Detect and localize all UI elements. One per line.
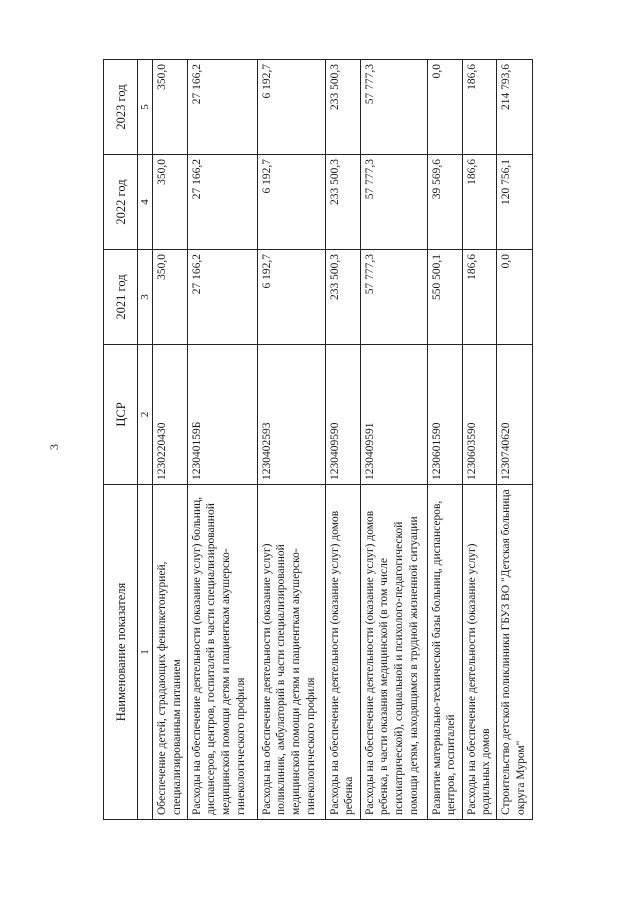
row-code: 1230402593 bbox=[257, 345, 325, 485]
row-2022: 39 569,6 bbox=[427, 155, 462, 250]
row-2021: 57 777,3 bbox=[360, 250, 427, 345]
row-name: Развитие материально-технической базы больниц, диспансеров, центров, госпиталей bbox=[427, 485, 462, 820]
index-3: 3 bbox=[138, 250, 153, 345]
row-name: Строительство детской поликлиники ГБУЗ ВО "Детская больница округа Муром" bbox=[496, 485, 532, 820]
row-2022: 120 756,1 bbox=[496, 155, 532, 250]
table-row bbox=[496, 60, 532, 820]
row-2021: 550 500,1 bbox=[427, 250, 462, 345]
table-row bbox=[187, 60, 257, 820]
row-2021: 350,0 bbox=[153, 250, 187, 345]
row-2023: 27 166,2 bbox=[187, 60, 257, 155]
header-code: ЦСР bbox=[104, 345, 138, 485]
page-number: 3 bbox=[47, 444, 61, 450]
table-row bbox=[462, 60, 496, 820]
row-2023: 0,0 bbox=[427, 60, 462, 155]
row-2022: 186,6 bbox=[462, 155, 496, 250]
row-name: Обеспечение детей, страдающих фенилкетонурией, специализированным питанием bbox=[153, 485, 187, 820]
header-2022: 2022 год bbox=[104, 155, 138, 250]
header-2021: 2021 год bbox=[104, 250, 138, 345]
row-2022: 350,0 bbox=[153, 155, 187, 250]
row-2022: 57 777,3 bbox=[360, 155, 427, 250]
index-1: 1 bbox=[138, 485, 153, 820]
row-name: Расходы на обеспечение деятельности (оказание услуг) родильных домов bbox=[462, 485, 496, 820]
row-code: 123040159Б bbox=[187, 345, 257, 485]
column-index-row bbox=[138, 60, 153, 820]
index-4: 4 bbox=[138, 155, 153, 250]
header-name: Наименование показателя bbox=[104, 485, 138, 820]
row-2021: 0,0 bbox=[496, 250, 532, 345]
row-code: 1230409591 bbox=[360, 345, 427, 485]
row-2022: 27 166,2 bbox=[187, 155, 257, 250]
row-code: 1230603590 bbox=[462, 345, 496, 485]
row-name: Расходы на обеспечение деятельности (оказание услуг) домов ребенка, в части оказания медицинской (в том числе психиатрической), социальной и психолого-педагогической помощи детям, находящимся в трудной жизненной ситуации bbox=[360, 485, 427, 820]
row-code: 1230409590 bbox=[325, 345, 360, 485]
row-name: Расходы на обеспечение деятельности (оказание услуг) поликлиник, амбулаторий в части специализированной медицинской помощи детям и пациенткам акушерско-гинекологического профиля bbox=[257, 485, 325, 820]
row-2022: 233 500,3 bbox=[325, 155, 360, 250]
table-row bbox=[427, 60, 462, 820]
row-2023: 233 500,3 bbox=[325, 60, 360, 155]
header-2023: 2023 год bbox=[104, 60, 138, 155]
row-code: 1230601590 bbox=[427, 345, 462, 485]
table-row bbox=[360, 60, 427, 820]
row-code: 1230740620 bbox=[496, 345, 532, 485]
row-2021: 6 192,7 bbox=[257, 250, 325, 345]
row-2022: 6 192,7 bbox=[257, 155, 325, 250]
row-2023: 6 192,7 bbox=[257, 60, 325, 155]
row-2023: 350,0 bbox=[153, 60, 187, 155]
table-row bbox=[257, 60, 325, 820]
row-code: 1230220430 bbox=[153, 345, 187, 485]
budget-table-rotated bbox=[103, 60, 528, 820]
index-5: 5 bbox=[138, 60, 153, 155]
table-header-row bbox=[104, 60, 138, 820]
row-2021: 27 166,2 bbox=[187, 250, 257, 345]
index-2: 2 bbox=[138, 345, 153, 485]
budget-table bbox=[103, 59, 533, 820]
row-2023: 57 777,3 bbox=[360, 60, 427, 155]
row-2023: 214 793,6 bbox=[496, 60, 532, 155]
table-row bbox=[153, 60, 187, 820]
row-2021: 233 500,3 bbox=[325, 250, 360, 345]
row-2021: 186,6 bbox=[462, 250, 496, 345]
table-row bbox=[325, 60, 360, 820]
row-name: Расходы на обеспечение деятельности (оказание услуг) домов ребенка bbox=[325, 485, 360, 820]
row-name: Расходы на обеспечение деятельности (оказание услуг) больниц, диспансеров, центров, госпиталей в части специализированной медицинской помощи детям и пациенткам акушерско-гинекологического профиля bbox=[187, 485, 257, 820]
row-2023: 186,6 bbox=[462, 60, 496, 155]
